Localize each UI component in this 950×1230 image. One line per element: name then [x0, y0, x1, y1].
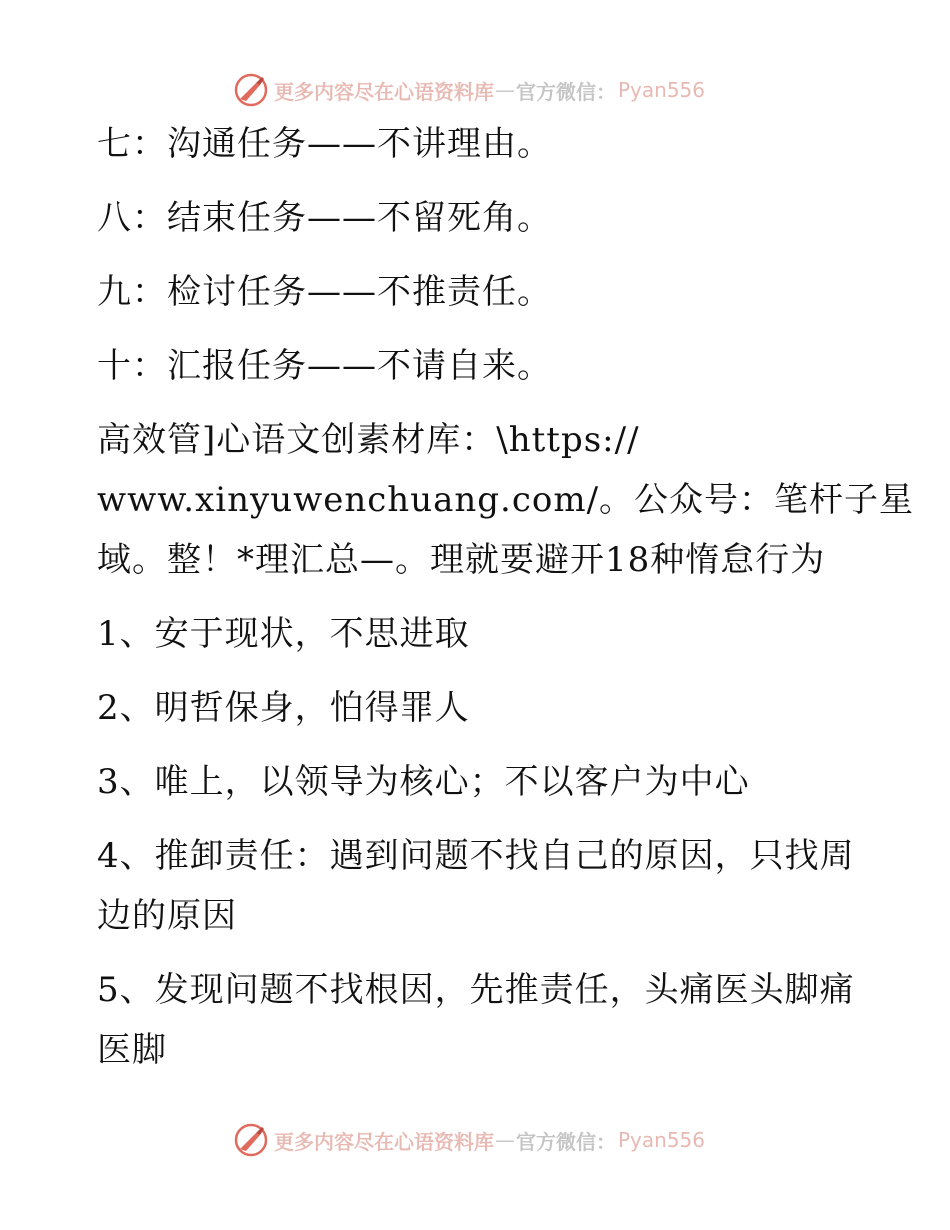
watermark-separator: — — [495, 1128, 515, 1152]
list-item-continuation: 边的原因 — [97, 896, 237, 936]
list-item: 2、明哲保身，怕得罪人 — [97, 688, 470, 728]
text-line: 七：沟通任务——不讲理由。 — [97, 124, 552, 164]
text-line: www.xinyuwenchuang.com/。公众号：笔杆子星 — [97, 480, 915, 520]
watermark-site-text: 更多内容尽在心语资料库 — [274, 79, 494, 104]
text-line: 高效管]心语文创素材库：\https:// — [97, 420, 640, 460]
watermark-wechat-label: 官方微信： — [516, 79, 616, 104]
list-item-continuation: 医脚 — [97, 1030, 167, 1070]
header-watermark — [234, 70, 705, 110]
text-line: 八：结束任务——不留死角。 — [97, 198, 552, 238]
footer-watermark — [234, 1120, 705, 1160]
watermark-wechat-id: Pyan556 — [618, 1128, 706, 1152]
watermark-wechat-id: Pyan556 — [618, 78, 706, 102]
list-item: 5、发现问题不找根因，先推责任，头痛医头脚痛 — [97, 970, 855, 1010]
brush-logo-icon — [234, 73, 268, 107]
watermark-site-text: 更多内容尽在心语资料库 — [274, 1129, 494, 1154]
list-item: 3、唯上，以领导为核心；不以客户为中心 — [97, 762, 750, 802]
watermark-separator: — — [495, 78, 515, 102]
list-item: 4、推卸责任：遇到问题不找自己的原因，只找周 — [97, 836, 855, 876]
text-line: 域。整！*理汇总—。理就要避开18种惰怠行为 — [97, 540, 826, 580]
text-line: 十：汇报任务——不请自来。 — [97, 346, 552, 386]
list-item: 1、安于现状，不思进取 — [97, 614, 470, 654]
text-line: 九：检讨任务——不推责任。 — [97, 272, 552, 312]
brush-logo-icon — [234, 1123, 268, 1157]
watermark-wechat-label: 官方微信： — [516, 1129, 616, 1154]
